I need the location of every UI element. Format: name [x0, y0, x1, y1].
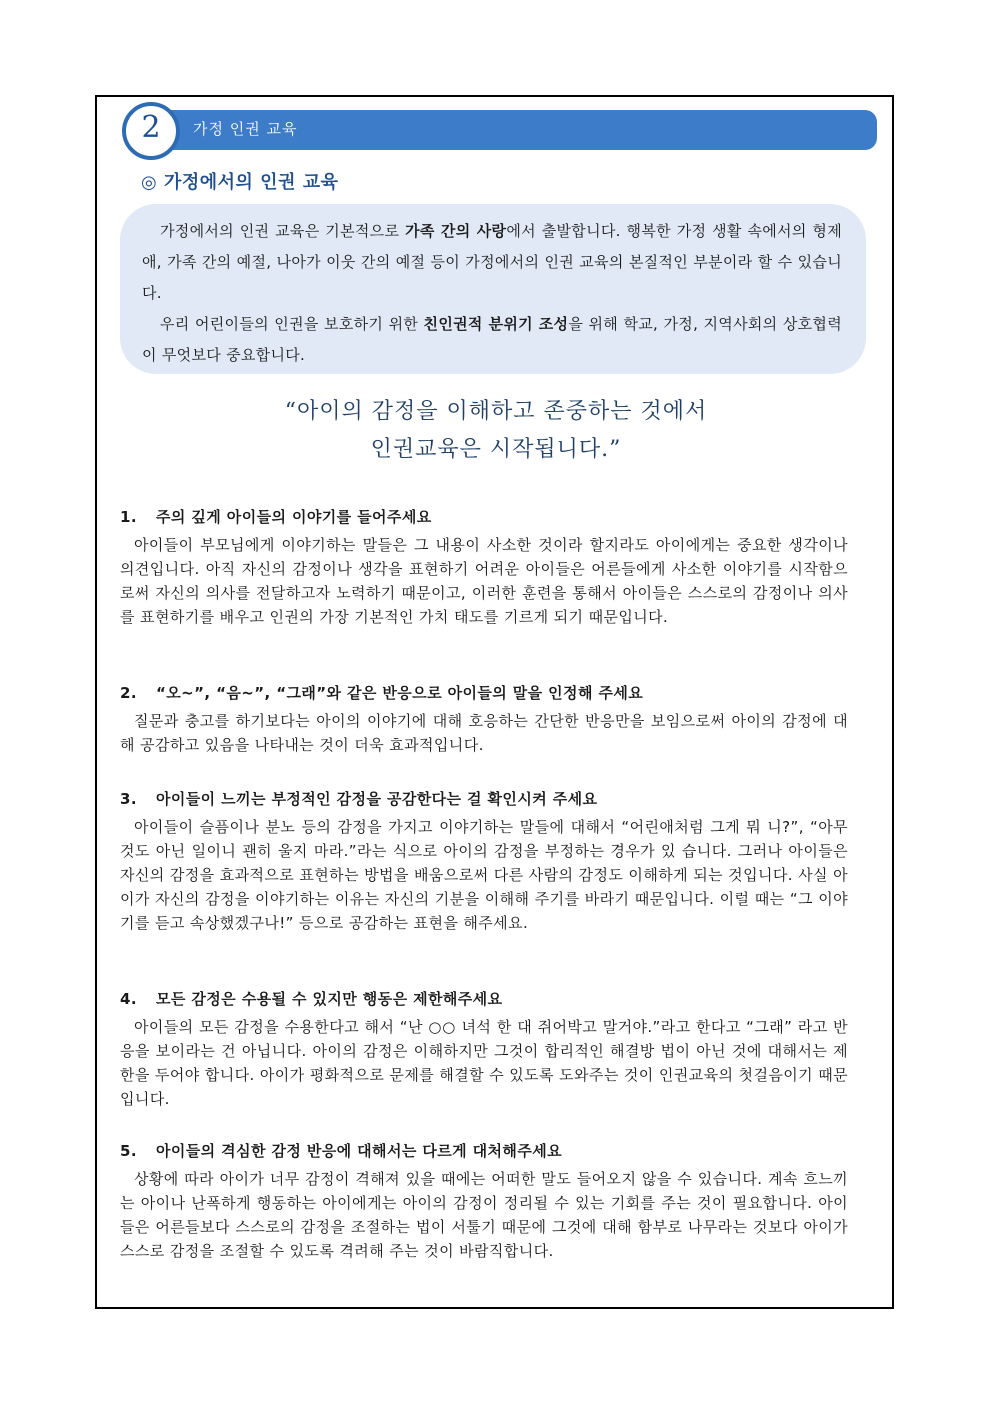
tip-title-text: 주의 깊게 아이들의 이야기를 들어주세요 — [156, 508, 432, 526]
intro-p1-text-a: 가정에서의 인권 교육은 기본적으로 — [160, 222, 406, 240]
tip-title — [120, 1139, 848, 1163]
intro-p1-text-b: 에서 출발합니다. 행복한 가정 생활 속에서의 형제애, 가족 간의 예절, 나아가 이웃 간의 예절 등이 가정에서의 인권 교육의 본질적인 부분이라 할 수 있습니다. — [142, 222, 843, 302]
intro-p2-text-a: 우리 어린이들의 인권을 보호하기 위한 — [160, 315, 424, 333]
section-number: 2 — [141, 110, 161, 145]
tip-body: 아이들의 모든 감정을 수용한다고 해서 “난 ○○ 녀석 한 대 쥐어박고 말거야.”라고 한다고 “그래” 라고 반응을 보이라는 건 아닙니다. 아이의 감정은 이해하지만 그것이 합리적인 해결방 법이 아닌 것에 대해서는 제한을 두어야 합니다. 아이가 평화적으로 문제를 해결할 수 있도록 도와주는 것이 인권교육의 첫걸음이기 때문입니다. — [120, 1018, 848, 1108]
intro-p2-text-b: 을 위해 학교, 가정, 지역사회의 상호협력이 무엇보다 중요합니다. — [142, 315, 843, 364]
tip-number: 5. — [120, 1142, 137, 1160]
tip-title — [120, 681, 848, 705]
sub-heading: ◎ 가정에서의 인권 교육 — [141, 172, 339, 193]
tip-section-2 — [120, 681, 848, 757]
tip-number: 3. — [120, 790, 137, 808]
tip-body: 아이들이 부모님에게 이야기하는 말들은 그 내용이 사소한 것이라 할지라도 아이에게는 중요한 생각이나 의견입니다. 아직 자신의 감정이나 생각을 표현하기 어려운 아이들은 어른들에게 사소한 이야기를 시작함으로써 자신의 의사를 전달하고자 노력하기 때문이고, 이러한 훈련을 통해서 아이들은 스스로의 감정이나 의사를 표현하기를 배우고 인권의 가장 기본적인 가치 태도를 기르게 되기 때문입니다. — [120, 536, 848, 626]
tip-section-5 — [120, 1139, 848, 1263]
quote — [200, 393, 792, 469]
tip-title-text: 모든 감정은 수용될 수 있지만 행동은 제한해주세요 — [156, 990, 503, 1008]
tip-title — [120, 787, 848, 811]
intro-paragraph-2 — [142, 309, 842, 371]
tip-title-text: 아이들의 격심한 감정 반응에 대해서는 다르게 대처해주세요 — [156, 1142, 562, 1160]
tip-body: 아이들이 슬픔이나 분노 등의 감정을 가지고 이야기하는 말들에 대해서 “어린애처럼 그게 뭐 니?”, “아무것도 아닌 일이니 괜히 울지 마라.”라는 식으로 아이의 감정을 부정하는 경우가 있 습니다. 그러나 아이들은 자신의 감정을 효과적으로 표현하는 방법을 배움으로써 다른 사람의 감정도 이해하게 되는 것입니다. 사실 아이가 자신의 감정을 이야기하는 이유는 자신의 기분을 이해해 주기를 바라기 때문입니다. 이럴 때는 “그 이야기를 듣고 속상했겠구나!” 등으로 공감하는 표현을 해주세요. — [120, 818, 848, 932]
tip-title-text: “오~”, “음~”, “그래”와 같은 반응으로 아이들의 말을 인정해 주세요 — [156, 684, 644, 702]
tip-body: 상황에 따라 아이가 너무 감정이 격해져 있을 때에는 어떠한 말도 들어오지 않을 수 있습니다. 계속 흐느끼는 아이나 난폭하게 행동하는 아이에게는 아이의 감정이 정리될 수 있는 기회를 주는 것이 필요합니다. 아이들은 어른들보다 스스로의 감정을 조절하는 법이 서툴기 때문에 그것에 대해 함부로 나무라는 것보다 아이가 스스로 감정을 조절할 수 있도록 격려해 주는 것이 바람직합니다. — [120, 1170, 848, 1260]
tip-title — [120, 505, 848, 529]
tip-section-3 — [120, 787, 848, 935]
intro-box — [120, 204, 866, 374]
tip-number: 2. — [120, 684, 137, 702]
tip-section-1 — [120, 505, 848, 629]
tip-number: 4. — [120, 990, 137, 1008]
intro-paragraph-1 — [142, 216, 842, 309]
tip-title — [120, 987, 848, 1011]
intro-p2-bold: 친인권적 분위기 조성 — [423, 315, 569, 333]
tip-title-text: 아이들이 느끼는 부정적인 감정을 공감한다는 걸 확인시켜 주세요 — [156, 790, 598, 808]
intro-p1-bold: 가족 간의 사랑 — [405, 222, 507, 240]
quote-line-1: “아이의 감정을 이해하고 존중하는 것에서 — [284, 399, 708, 424]
tip-body: 질문과 충고를 하기보다는 아이의 이야기에 대해 호응하는 간단한 반응만을 보임으로써 아이의 감정에 대해 공감하고 있음을 나타내는 것이 더욱 효과적입니다. — [120, 712, 848, 754]
quote-line-2: 인권교육은 시작됩니다.” — [370, 437, 622, 462]
tip-number: 1. — [120, 508, 137, 526]
tip-section-4 — [120, 987, 848, 1111]
section-header-title: 가정 인권 교육 — [193, 120, 298, 138]
